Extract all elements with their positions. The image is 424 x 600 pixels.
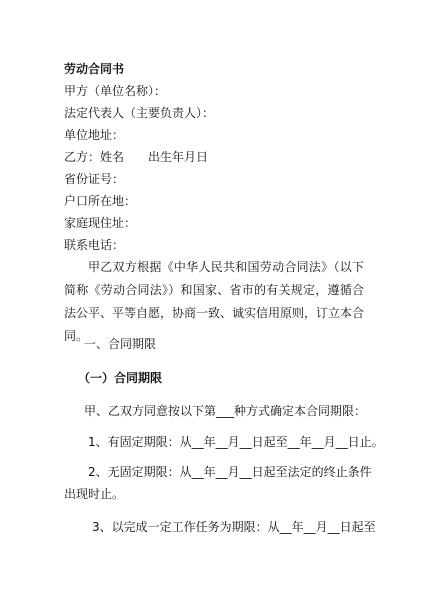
phone-field: 联系电话： xyxy=(64,238,125,252)
id-number-field: 省份证号： xyxy=(64,172,125,186)
legal-representative-field: 法定代表人（主要负责人）： xyxy=(64,106,215,120)
company-address-field: 单位地址： xyxy=(64,128,125,142)
party-b-field: 乙方：姓名 出生年月日 xyxy=(64,150,209,164)
intro-paragraph: 甲乙双方根据《中华人民共和国劳动合同法》（以下简称《劳动合同法》）和国家、省市的有关规定，遵循合法公平、平等自愿，协商一致、诚实信用原则，订立本合同。 xyxy=(64,260,365,343)
term-option-3: 3、以完成一定工作任务为期限：从__年__月__日起至 xyxy=(92,520,376,534)
term-option-2-continued: 出现时止。 xyxy=(64,487,125,501)
clause-intro: 甲、乙双方同意按以下第___种方式确定本合同期限： xyxy=(84,404,367,418)
residence-field: 家庭现住址： xyxy=(64,216,137,230)
subsection-heading: （一）合同期限 xyxy=(78,371,163,385)
party-a-field: 甲方（单位名称）： xyxy=(64,84,167,98)
household-field: 户口所在地： xyxy=(64,194,137,208)
term-option-2: 2、无固定期限：从__年__月__日起至法定的终止条件 xyxy=(88,465,372,479)
section-heading: 一、合同期限 xyxy=(84,337,157,351)
term-option-1: 1、有固定期限：从__年__月__日起至__年__月__日止。 xyxy=(88,435,384,449)
document-title: 劳动合同书 xyxy=(64,62,125,76)
